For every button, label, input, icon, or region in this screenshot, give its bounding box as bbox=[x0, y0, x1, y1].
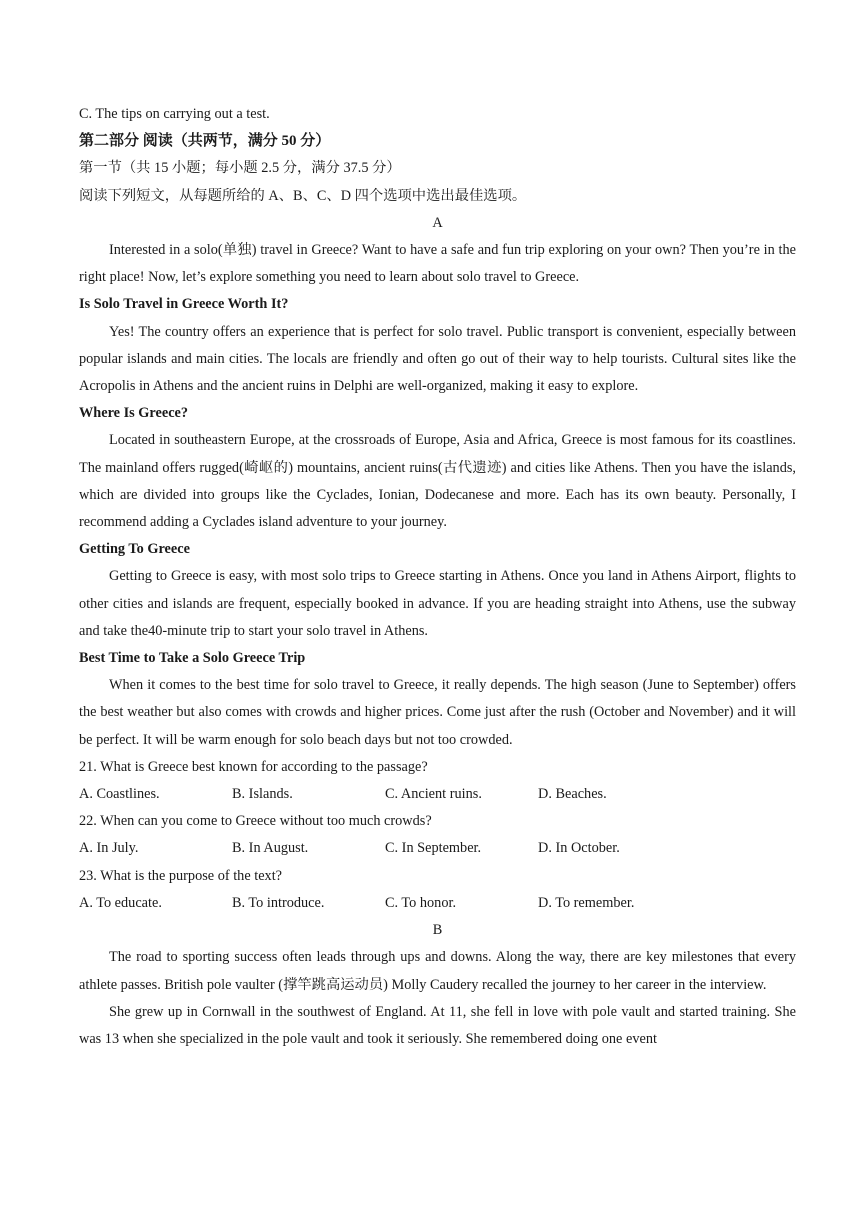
option-d: D. Beaches. bbox=[538, 786, 607, 803]
option-a: A. Coastlines. bbox=[79, 786, 160, 803]
passage-b-letter: B bbox=[432, 922, 443, 939]
question-options bbox=[79, 781, 796, 808]
option-d: D. To remember. bbox=[538, 894, 635, 911]
passage-b-paragraph: The road to sporting success often leads through ups and downs. Along the way, there are key milestones that every athlete passes. British pole vaulter (撑竿跳高运动员) Molly Caudery recalled the journey to her career in the interview. bbox=[79, 949, 796, 993]
section-heading: Is Solo Travel in Greece Worth It? bbox=[79, 296, 289, 313]
section-heading: Best Time to Take a Solo Greece Trip bbox=[79, 650, 306, 667]
passage-a-letter: A bbox=[432, 214, 443, 231]
previous-option-line: C. The tips on carrying out a test. bbox=[79, 106, 270, 122]
passage-b-paragraph: She grew up in Cornwall in the southwest of England. At 11, she fell in love with pole vault and started training. She was 13 when she specialized in the pole vault and took it seriously. She remembered doing one event bbox=[79, 1003, 796, 1047]
section-body: Yes! The country offers an experience that is perfect for solo travel. Public transport is convenient, especially between popular islands and main cities. The locals are friendly and often go out of their way to help tourists. Cultural sites like the Acropolis in Athens and the ancient ruins in Delphi are well-organized, making it easy to explore. bbox=[79, 323, 796, 395]
option-c: C. To honor. bbox=[385, 894, 457, 911]
question-stem: 21. What is Greece best known for according to the passage? bbox=[79, 758, 428, 775]
option-d: D. In October. bbox=[538, 840, 620, 857]
question-stem: 23. What is the purpose of the text? bbox=[79, 867, 283, 884]
passage-a-intro: Interested in a solo(单独) travel in Greece? Want to have a safe and fun trip exploring on your own? Then you’re in the right place! Now, let’s explore something you need to learn about solo travel to Greece. bbox=[79, 242, 796, 286]
question-options bbox=[79, 835, 796, 862]
option-b: B. Islands. bbox=[232, 786, 293, 803]
section-line: 第一节（共 15 小题；每小题 2.5 分，满分 37.5 分） bbox=[79, 160, 401, 177]
option-a: A. In July. bbox=[79, 840, 139, 857]
option-b: B. To introduce. bbox=[232, 894, 325, 911]
section-body: When it comes to the best time for solo travel to Greece, it really depends. The high season (June to September) offers the best weather but also comes with crowds and higher prices. Come just after the rush (October and November) and it will be perfect. It will be warm enough for solo beach days but not too crowded. bbox=[79, 677, 796, 748]
section-body: Located in southeastern Europe, at the crossroads of Europe, Asia and Africa, Greece is most famous for its coastlines. The mainland offers rugged(崎岖的) mountains, ancient ruins(古代遗迹) and cities like Athens. Then you have the islands, which are divided into groups like the Cyclades, Ionian, Dodecanese and more. Each has its own beauty. Personally, I recommend adding a Cyclades island adventure to your journey. bbox=[79, 432, 796, 531]
option-c: C. Ancient ruins. bbox=[385, 786, 482, 803]
section-body: Getting to Greece is easy, with most solo trips to Greece starting in Athens. Once you land in Athens Airport, flights to other cities and islands are frequent, especially booked in advance. If you are heading straight into Athens, use the subway and take the40-minute trip to start your solo travel in Athens. bbox=[79, 568, 796, 639]
section-heading: Where Is Greece? bbox=[79, 405, 189, 422]
option-b: B. In August. bbox=[232, 840, 309, 857]
instruction-line: 阅读下列短文，从每题所给的 A、B、C、D 四个选项中选出最佳选项。 bbox=[79, 187, 527, 204]
option-c: C. In September. bbox=[385, 840, 482, 857]
part-heading: 第二部分 阅读（共两节，满分 50 分） bbox=[79, 133, 331, 150]
option-a: A. To educate. bbox=[79, 894, 162, 911]
question-options bbox=[79, 890, 796, 917]
section-heading: Getting To Greece bbox=[79, 541, 190, 558]
question-stem: 22. When can you come to Greece without too much crowds? bbox=[79, 813, 432, 830]
